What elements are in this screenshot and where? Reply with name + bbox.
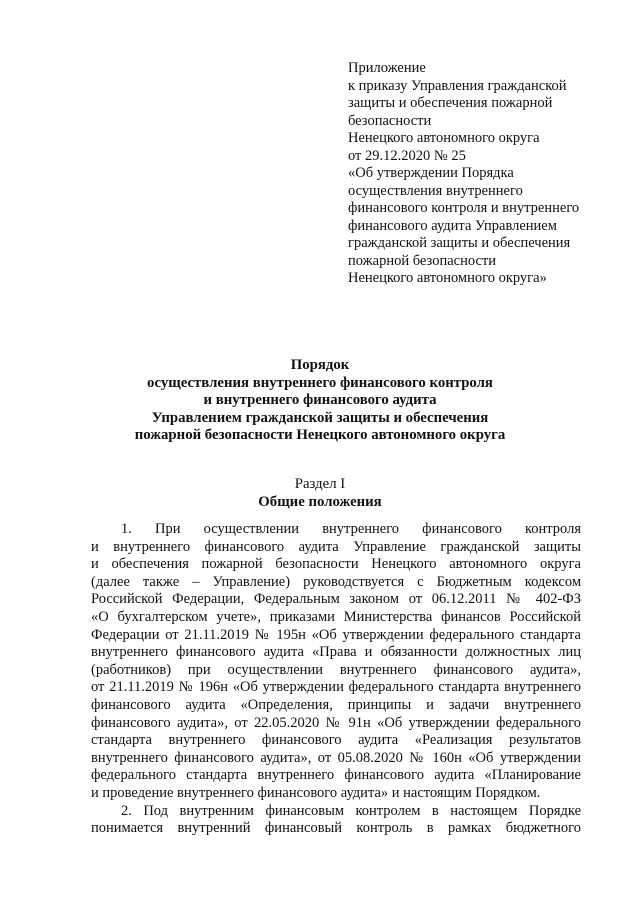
- paragraph-line: 2. Под внутренним финансовым контролем в настоящем Порядке: [121, 802, 581, 819]
- appendix-line: «Об утверждении Порядка: [348, 165, 514, 181]
- paragraph-2: [91, 803, 581, 838]
- paragraph-1: [91, 521, 581, 803]
- appendix-header: [348, 60, 618, 288]
- appendix-line: гражданской защиты и обеспечения: [348, 235, 571, 251]
- paragraph-line: внутреннего финансового аудита», от 05.08.2020 № 160н «Об утверждении: [91, 749, 581, 766]
- paragraph-line: финансового аудита «Определения, принципы и задачи внутреннего: [91, 696, 581, 713]
- appendix-line: пожарной безопасности: [348, 252, 496, 269]
- title-line: Порядок: [290, 357, 350, 373]
- appendix-line: к приказу Управления гражданской: [348, 77, 567, 94]
- appendix-line: от 29.12.2020 № 25: [348, 147, 466, 164]
- paragraph-line: от 21.11.2019 № 196н «Об утверждении федерального стандарта внутреннего: [91, 679, 581, 696]
- paragraph-line: внутреннего финансового аудита «Права и обязанности должностных лиц: [91, 644, 581, 661]
- paragraph-line: и внутреннего финансового аудита Управление гражданской защиты: [91, 538, 581, 555]
- paragraph-line: «О бухгалтерском учете», приказами Министерства финансов Российской: [91, 608, 581, 625]
- section-header: [60, 476, 580, 511]
- title-line: и внутреннего финансового аудита: [203, 392, 437, 408]
- paragraph-line: понимается внутренний финансовый контроль в рамках бюджетного: [91, 820, 581, 837]
- paragraph-line: (далее также – Управление) руководствуется с Бюджетным кодексом: [91, 573, 581, 590]
- title-line: Управлением гражданской защиты и обеспечения: [151, 409, 489, 426]
- appendix-line: Ненецкого автономного округа»: [348, 270, 547, 286]
- section-number: Раздел I: [294, 476, 346, 492]
- appendix-line: безопасности: [348, 112, 432, 129]
- document-title: [60, 357, 580, 445]
- paragraph-line: финансового аудита», от 22.05.2020 № 91н «Об утверждении федерального: [91, 714, 581, 731]
- paragraph-line: стандарта внутреннего финансового аудита «Реализация результатов: [91, 732, 581, 749]
- section-heading: Общие положения: [258, 493, 382, 510]
- appendix-line: защиты и обеспечения пожарной: [348, 95, 553, 111]
- paragraph-line: и проведение внутреннего финансового аудита» и настоящим Порядком.: [91, 784, 541, 801]
- appendix-line: финансового контроля и внутреннего: [348, 200, 580, 216]
- appendix-line: Ненецкого автономного округа: [348, 130, 540, 146]
- paragraph-line: федерального стандарта внутреннего финансового аудита «Планирование: [91, 767, 581, 784]
- paragraph-line: 1. При осуществлении внутреннего финансового контроля: [121, 521, 581, 537]
- appendix-line: осуществления внутреннего: [348, 182, 523, 199]
- appendix-line: Приложение: [348, 60, 426, 76]
- paragraph-line: и обеспечения пожарной безопасности Ненецкого автономного округа: [91, 556, 581, 573]
- appendix-line: финансового аудита Управлением: [348, 217, 557, 234]
- paragraph-line: Российской Федерации, Федеральным законом от 06.12.2011 № 402-ФЗ: [91, 591, 581, 608]
- title-line: осуществления внутреннего финансового контроля: [147, 374, 493, 391]
- paragraph-line: Федерации от 21.11.2019 № 195н «Об утверждении федерального стандарта: [91, 626, 581, 643]
- paragraph-line: (работников) при осуществлении внутреннего финансового аудита»,: [91, 661, 581, 678]
- title-line: пожарной безопасности Ненецкого автономного округа: [134, 427, 506, 443]
- document-body: [91, 521, 581, 838]
